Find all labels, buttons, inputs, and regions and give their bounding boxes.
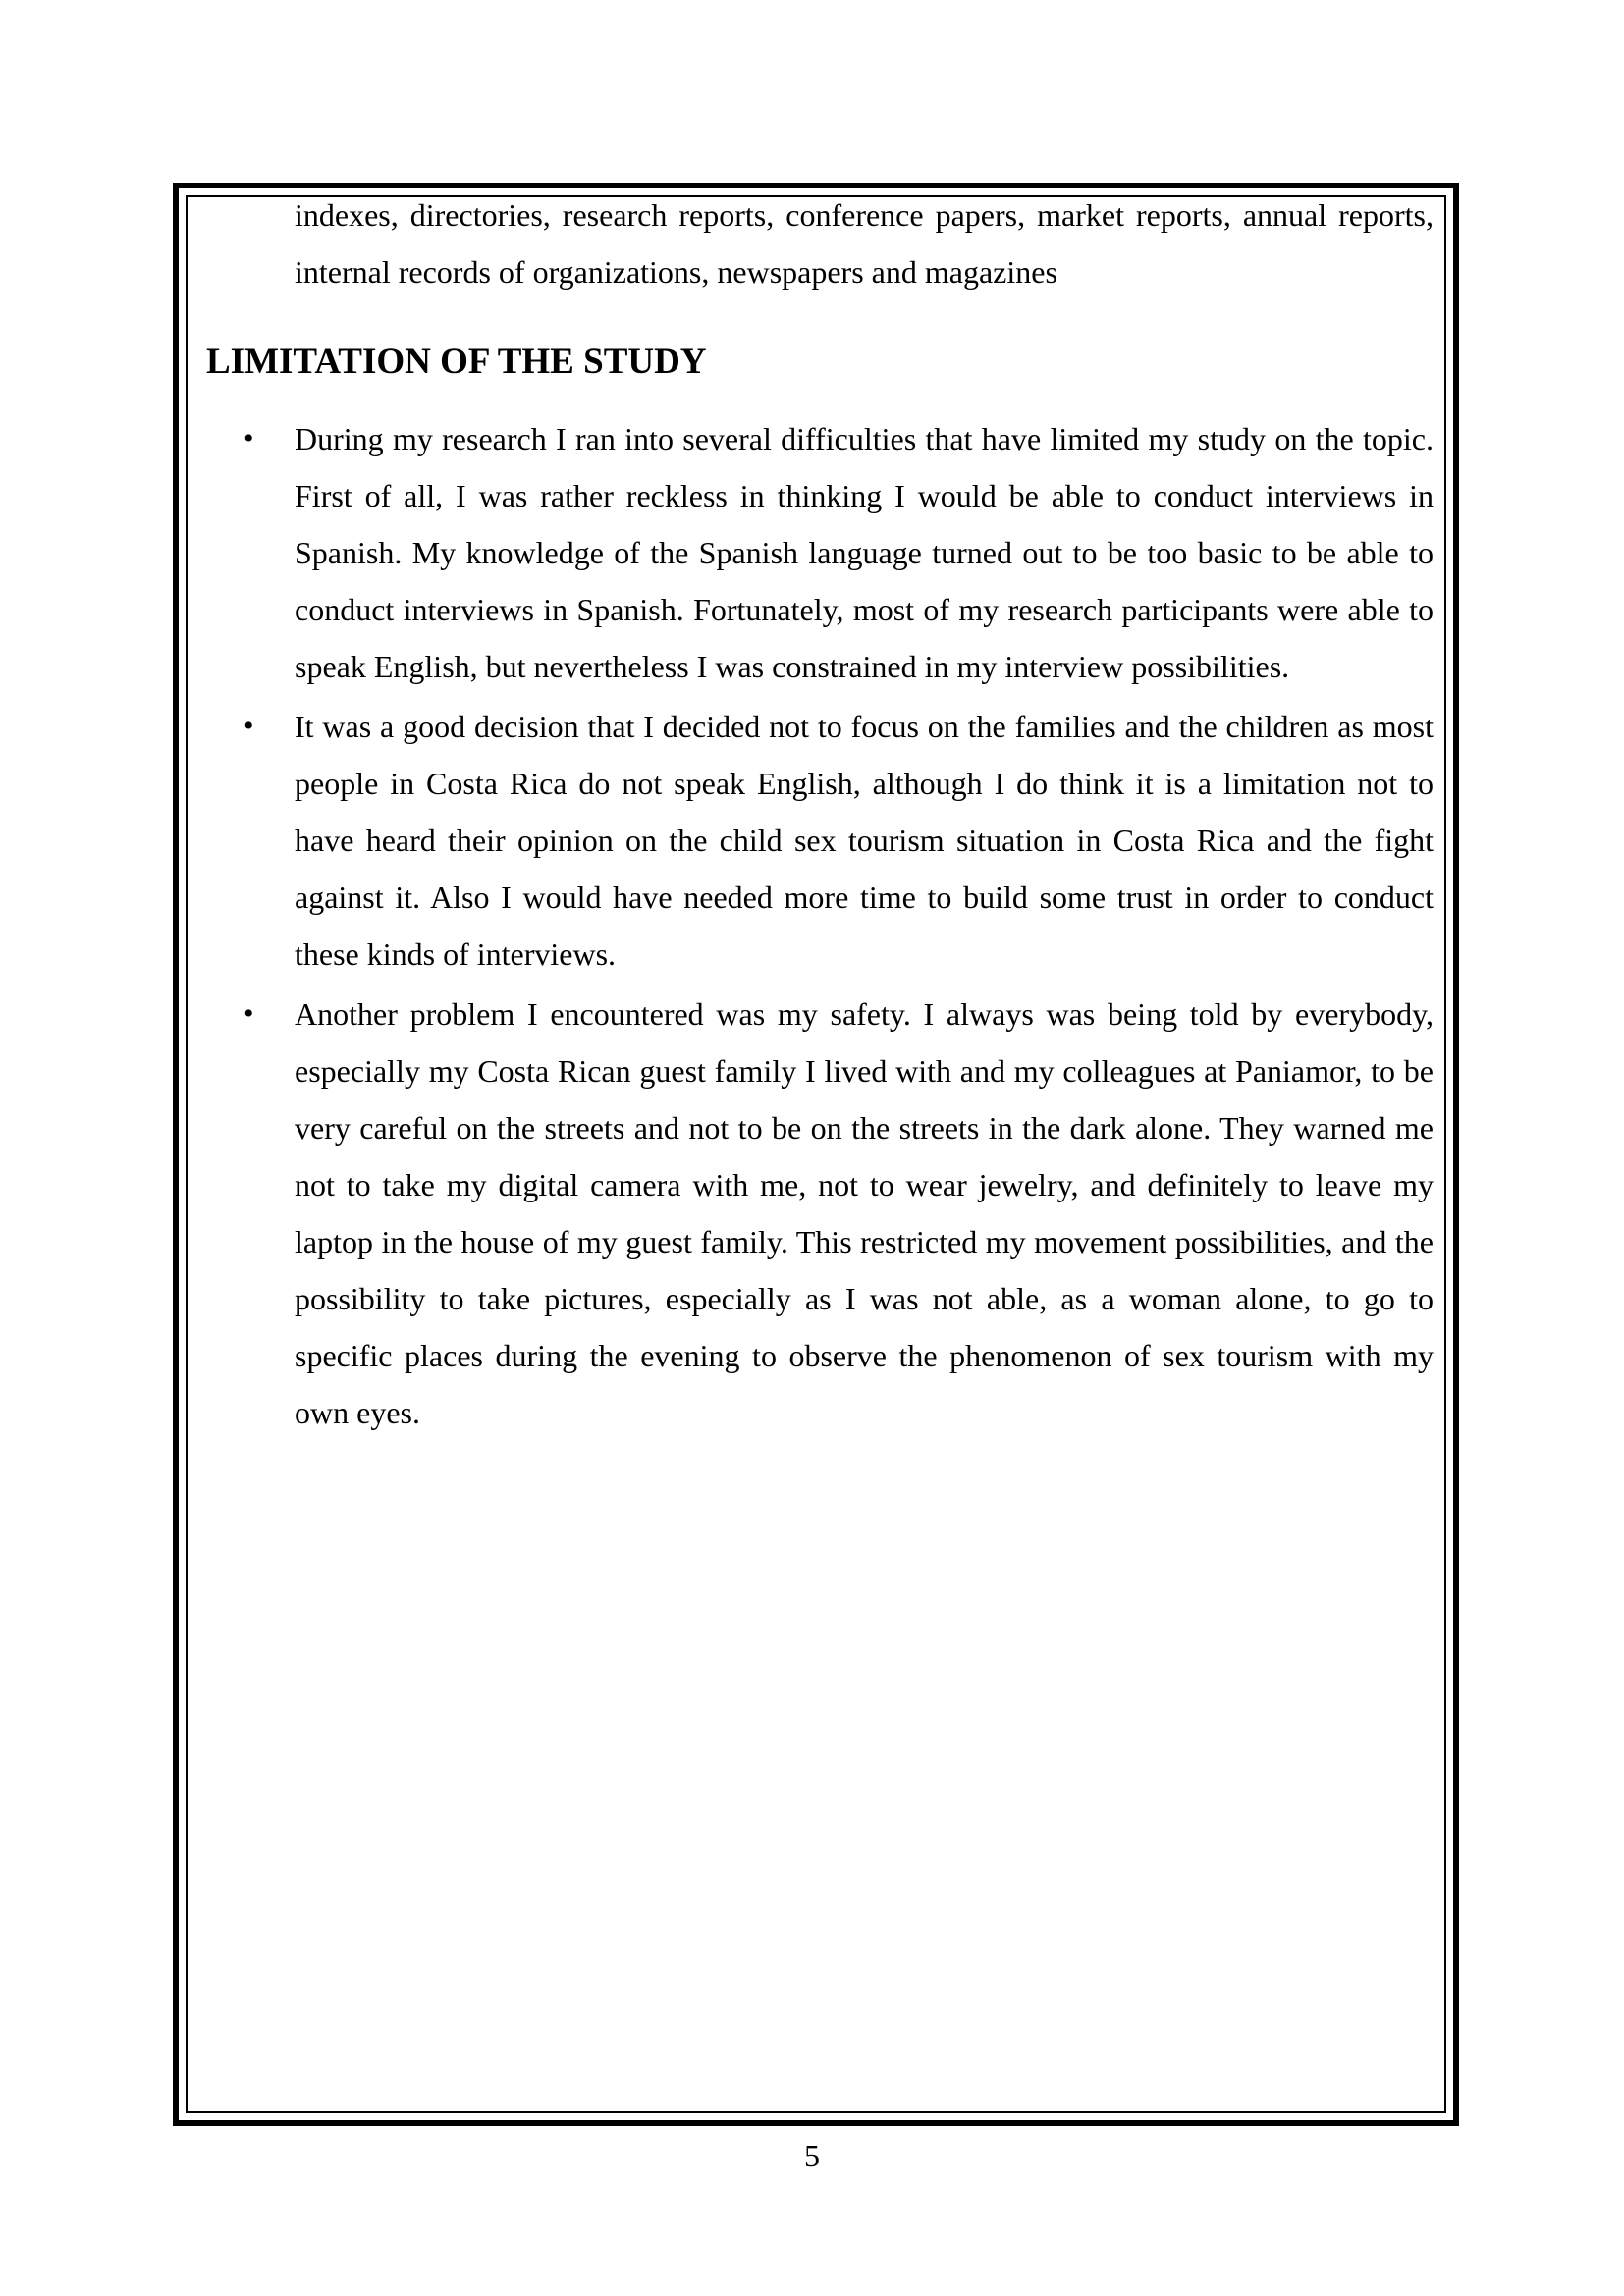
continued-paragraph: indexes, directories, research reports, conference papers, market reports, annual reports, internal records of organizations, newspapers and magazines [295, 197, 1434, 290]
bullet-icon: • [244, 997, 254, 1030]
limitations-list [206, 410, 1434, 1441]
section-heading: LIMITATION OF THE STUDY [206, 342, 707, 382]
list-item-text: During my research I ran into several difficulties that have limited my study on the topic. First of all, I was rather reckless in thinking I would be able to conduct interviews in Spanish. My knowledge of the Spanish language turned out to be too basic to be able to conduct interviews in Spanish. Fortunately, most of my research participants were able to speak English, but nevertheless I was constrained in my interview possibilities. [295, 421, 1434, 684]
page-number: 5 [804, 2138, 820, 2173]
bullet-icon: • [244, 422, 254, 454]
list-item-text: Another problem I encountered was my safety. I always was being told by everybody, especially my Costa Rican guest family I lived with and my colleagues at Paniamor, to be very careful on the streets and not to be on the streets in the dark alone. They warned me not to take my digital camera with me, not to wear jewelry, and definitely to leave my laptop in the house of my guest family. This restricted my movement possibilities, and the possibility to take pictures, especially as I was not able, as a woman alone, to go to specific places during the evening to observe the phenomenon of sex tourism with my own eyes. [295, 996, 1434, 1430]
bullet-icon: • [244, 710, 254, 742]
list-item [206, 698, 1434, 983]
list-item-text: It was a good decision that I decided not to focus on the families and the children as most people in Costa Rica do not speak English, although I do think it is a limitation not to have heard their opinion on the child sex tourism situation in Costa Rica and the fight against it. Also I would have needed more time to build some trust in order to conduct these kinds of interviews. [295, 709, 1434, 972]
list-item [206, 410, 1434, 695]
page-content [206, 187, 1434, 1444]
list-item [206, 986, 1434, 1441]
